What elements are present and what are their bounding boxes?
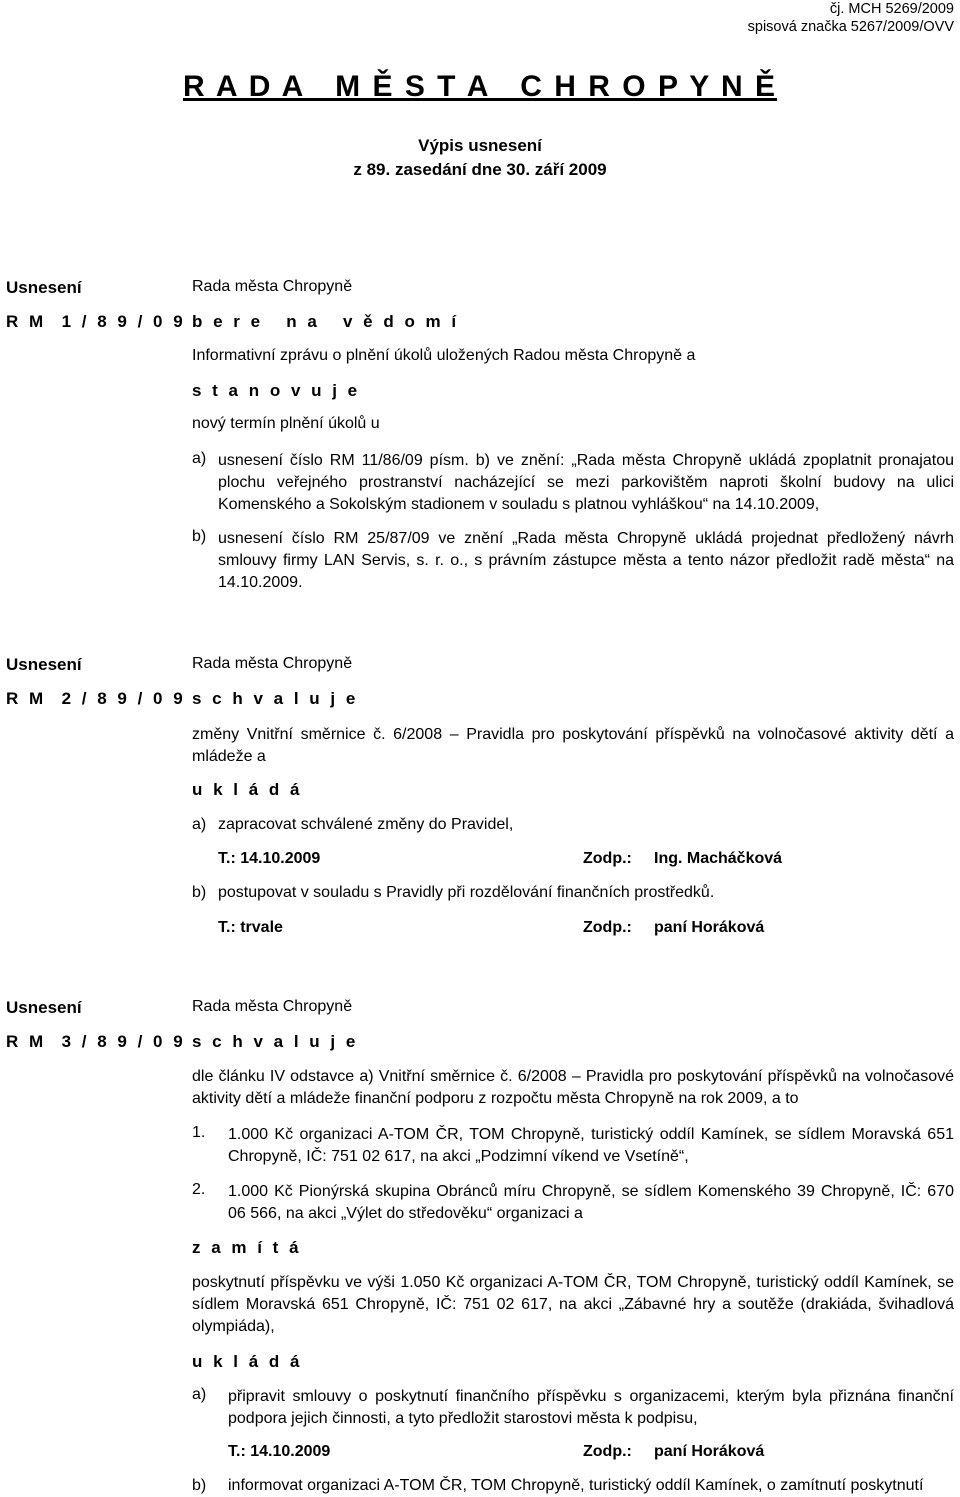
responsible-person: paní Horáková — [654, 919, 765, 936]
grant-text: 1.000 Kč organizaci A-TOM ČR, TOM Chropyně, turistický oddíl Kamínek, se sídlem Moravská 651 Chropyně, IČ: 751 02 617, na akci „Podzimní víkend ve Vsetíně“, — [228, 1126, 954, 1165]
item-marker: a) — [192, 450, 207, 467]
resolution-text: Informativní zprávu o plnění úkolů uložených Radou města Chropyně a — [192, 347, 696, 364]
verb-acknowledges: b e r e n a v ě d o m í — [192, 312, 460, 331]
verb-sets: s t a n o v u j e — [192, 381, 361, 400]
responsible-label: Zodp.: — [583, 1443, 632, 1460]
resolution-number: R M 3 / 8 9 / 0 9 — [6, 1032, 186, 1051]
grant-marker: 2. — [192, 1181, 206, 1198]
verb-orders: u k l á d á — [192, 1352, 303, 1371]
verb-approves: s c h v a l u j e — [192, 689, 359, 708]
meeting-date: z 89. zasedání dne 30. září 2009 — [353, 160, 607, 179]
resolution-label: Usnesení — [6, 278, 82, 297]
verb-rejects: z a m í t á — [192, 1238, 302, 1257]
council-name: Rada města Chropyně — [192, 655, 353, 672]
grant-text: 1.000 Kč Pionýrská skupina Obránců míru Chropyně, se sídlem Komenského 39 Chropyně, IČ: 670 06 566, na akci „Výlet do středověku“ organizaci a — [228, 1183, 954, 1222]
responsible-person: paní Horáková — [654, 1443, 765, 1460]
document-subtitle: Výpis usnesení — [418, 136, 542, 155]
verb-approves: s c h v a l u j e — [192, 1032, 359, 1051]
verb-orders: u k l á d á — [192, 780, 303, 799]
item-marker: a) — [192, 816, 207, 833]
item-marker: a) — [192, 1386, 207, 1403]
item-text: usnesení číslo RM 25/87/09 ve znění „Rada města Chropyně ukládá projednat předložený návrh smlouvy firmy LAN Servis, s. r. o., s právním zástupce města a tento názor předložit radě města“ na 14.10.2009. — [218, 530, 954, 591]
council-name: Rada města Chropyně — [192, 278, 353, 295]
item-marker: b) — [192, 528, 207, 545]
resolution-number: R M 1 / 8 9 / 0 9 — [6, 312, 186, 331]
resolution-label: Usnesení — [6, 998, 82, 1017]
resolution-label: Usnesení — [6, 655, 82, 674]
resolution-text: změny Vnitřní směrnice č. 6/2008 – Pravidla pro poskytování příspěvků na volnočasové aktivity dětí a mládeže a — [192, 726, 954, 765]
term: T.: 14.10.2009 — [218, 850, 321, 867]
item-text: zapracovat schválené změny do Pravidel, — [218, 816, 514, 833]
resolution-number: R M 2 / 8 9 / 0 9 — [6, 689, 186, 708]
item-marker: b) — [192, 1477, 207, 1494]
resolution-text: dle článku IV odstavce a) Vnitřní směrnice č. 6/2008 – Pravidla pro poskytování příspěvků na volnočasové aktivity dětí a mládeže finanční podporu z rozpočtu města Chropyně na rok 2009, a to — [192, 1068, 954, 1107]
grant-marker: 1. — [192, 1124, 206, 1141]
term: T.: 14.10.2009 — [228, 1443, 331, 1460]
responsible-label: Zodp.: — [583, 850, 632, 867]
item-marker: b) — [192, 884, 207, 901]
rejection-text: poskytnutí příspěvku ve výši 1.050 Kč organizaci A-TOM ČR, TOM Chropyně, turistický oddíl Kamínek, se sídlem Moravská 651 Chropyně, IČ: 751 02 617, na akci „Zábavné hry a soutěže (drakiáda, švihadlová olympiáda), — [192, 1274, 954, 1335]
file-mark: spisová značka 5267/2009/OVV — [747, 19, 954, 35]
item-text: usnesení číslo RM 11/86/09 písm. b) ve znění: „Rada města Chropyně ukládá zpoplatnit pronajatou plochu veřejného prostranství nacházející se mezi parkovištěm naproti školní budovy na ulici Komenského a Sokolským stadionem v souladu s platnou vyhláškou“ na 14.10.2009, — [218, 452, 954, 513]
resolution-text: nový termín plnění úkolů u — [192, 415, 380, 432]
responsible-person: Ing. Macháčková — [654, 850, 783, 867]
council-name: Rada města Chropyně — [192, 998, 353, 1015]
term: T.: trvale — [218, 919, 283, 936]
responsible-label: Zodp.: — [583, 919, 632, 936]
document-title: R A D A M Ě S T A C H R O P Y N Ě — [182, 70, 778, 103]
reference-number: čj. MCH 5269/2009 — [829, 1, 954, 17]
item-text: postupovat v souladu s Pravidly při rozdělování finančních prostředků. — [218, 884, 715, 901]
item-text: informovat organizaci A-TOM ČR, TOM Chropyně, turistický oddíl Kamínek, o zamítnutí poskytnutí — [228, 1477, 924, 1494]
item-text: připravit smlouvy o poskytnutí finančního příspěvku s organizacemi, kterým byla přiznána finanční podpora jejich činnosti, a tyto předložit starostovi města k podpisu, — [228, 1388, 954, 1427]
